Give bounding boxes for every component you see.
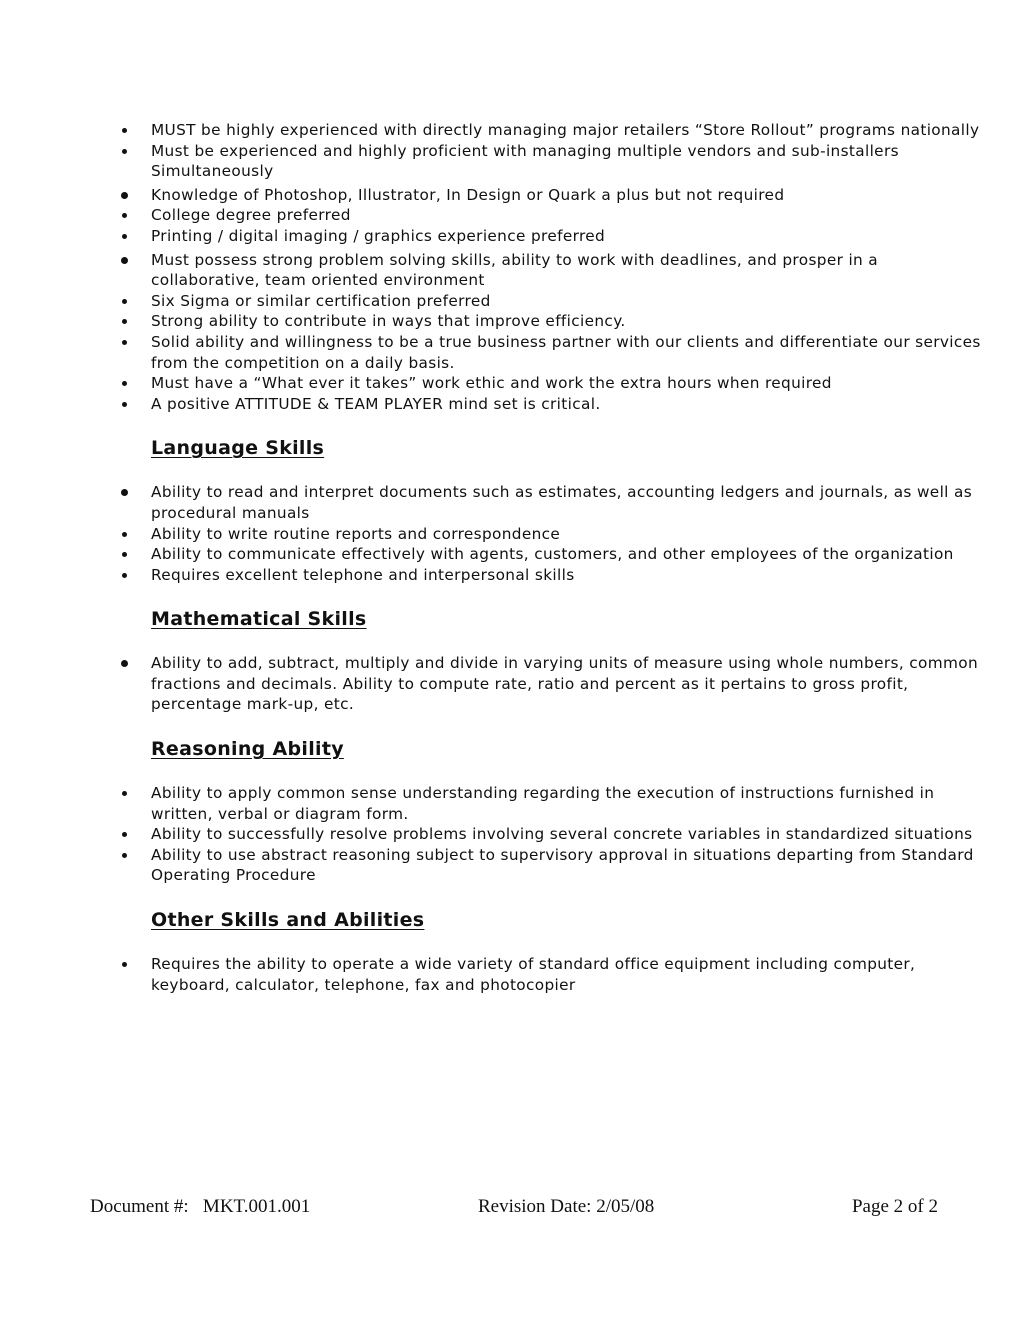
bullet-icon [122,340,127,345]
bullet-icon [121,660,128,667]
list-item-text: Requires the ability to operate a wide variety of standard office equipment including computer, keyboard, calculator, telephone, fax and photocopier [151,955,916,994]
list-item-text: Ability to use abstract reasoning subject to supervisory approval in situations departing from Standard Operating Procedure [151,845,974,885]
reasoning-ability-heading: Reasoning Ability [151,738,344,761]
bullet-icon [122,213,127,218]
list-item [116,954,986,995]
list-item [116,332,986,373]
list-item-text: Ability to apply common sense understanding regarding the execution of instructions furnished in written, verbal or diagram form. [151,784,935,823]
bullet-icon [122,128,127,133]
bullet-icon [122,299,127,304]
list-item-text: Ability to add, subtract, multiply and divide in varying units of measure using whole numbers, common fractions and decimals. Ability to compute rate, ratio and percent as it pertains to gross profit, percentage mark-up, etc. [151,654,978,714]
bullet-icon [122,791,127,796]
list-item [116,141,986,182]
other-skills-list [116,954,986,995]
page-content [116,120,986,995]
language-skills-list [116,482,986,585]
bullet-icon [122,234,127,239]
list-item-text: Ability to read and interpret documents such as estimates, accounting ledgers and journals, as well as procedural manuals [151,483,973,522]
list-item-text: Requires excellent telephone and interpersonal skills [151,565,575,584]
document-number: Document #: MKT.001.001 [90,1196,311,1217]
bullet-icon [122,532,127,537]
list-item [116,311,986,332]
bullet-icon [122,962,127,967]
list-item-text: Must possess strong problem solving skills, ability to work with deadlines, and prosper in a collaborative, team oriented environment [151,250,879,290]
list-item-text: Ability to write routine reports and correspondence [151,524,561,543]
list-item [116,824,986,845]
bullet-icon [122,381,127,386]
page-number: Page 2 of 2 [851,1196,938,1217]
revision-date: Revision Date: 2/05/08 [478,1196,655,1217]
mathematical-skills-list [116,653,986,715]
list-item [116,524,986,545]
bullet-icon [122,853,127,858]
bullet-icon [121,489,128,496]
mathematical-skills-heading: Mathematical Skills [151,608,367,631]
bullet-icon [121,192,128,199]
list-item [116,291,986,312]
list-item-text: Must have a “What ever it takes” work ethic and work the extra hours when required [151,374,832,393]
list-item-text: College degree preferred [151,206,351,225]
list-item-text: Ability to successfully resolve problems involving several concrete variables in standardized situations [151,825,973,844]
list-item [116,205,986,226]
list-item [116,845,986,886]
list-item-text: Ability to communicate effectively with agents, customers, and other employees of the organization [151,545,954,564]
list-item-text: Knowledge of Photoshop, Illustrator, In Design or Quark a plus but not required [151,185,785,204]
list-item [116,482,986,523]
page-footer [90,1196,938,1222]
bullet-icon [122,573,127,578]
list-item [116,120,986,141]
requirements-list [116,120,986,414]
bullet-icon [122,552,127,557]
bullet-icon [122,149,127,154]
other-skills-heading: Other Skills and Abilities [151,909,425,932]
list-item-text: Strong ability to contribute in ways that improve efficiency. [151,312,626,331]
list-item [116,653,986,715]
list-item-text: Six Sigma or similar certification preferred [151,291,491,310]
bullet-icon [121,257,128,264]
list-item [116,565,986,586]
list-item [116,394,986,415]
reasoning-ability-list [116,783,986,886]
list-item [116,250,986,291]
bullet-icon [122,319,127,324]
language-skills-heading: Language Skills [151,437,325,460]
list-item-text: Solid ability and willingness to be a true business partner with our clients and differentiate our services from the competition on a daily basis. [151,332,981,372]
list-item [116,783,986,824]
list-item-text: A positive ATTITUDE & TEAM PLAYER mind set is critical. [151,394,601,413]
bullet-icon [122,402,127,407]
list-item [116,373,986,394]
list-item [116,226,986,247]
list-item [116,544,986,565]
list-item-text: Printing / digital imaging / graphics experience preferred [151,226,606,245]
list-item-text: Must be experienced and highly proficient with managing multiple vendors and sub-installers Simultaneously [151,141,899,181]
bullet-icon [122,832,127,837]
list-item [116,185,986,206]
list-item-text: MUST be highly experienced with directly managing major retailers “Store Rollout” programs nationally [151,121,980,139]
